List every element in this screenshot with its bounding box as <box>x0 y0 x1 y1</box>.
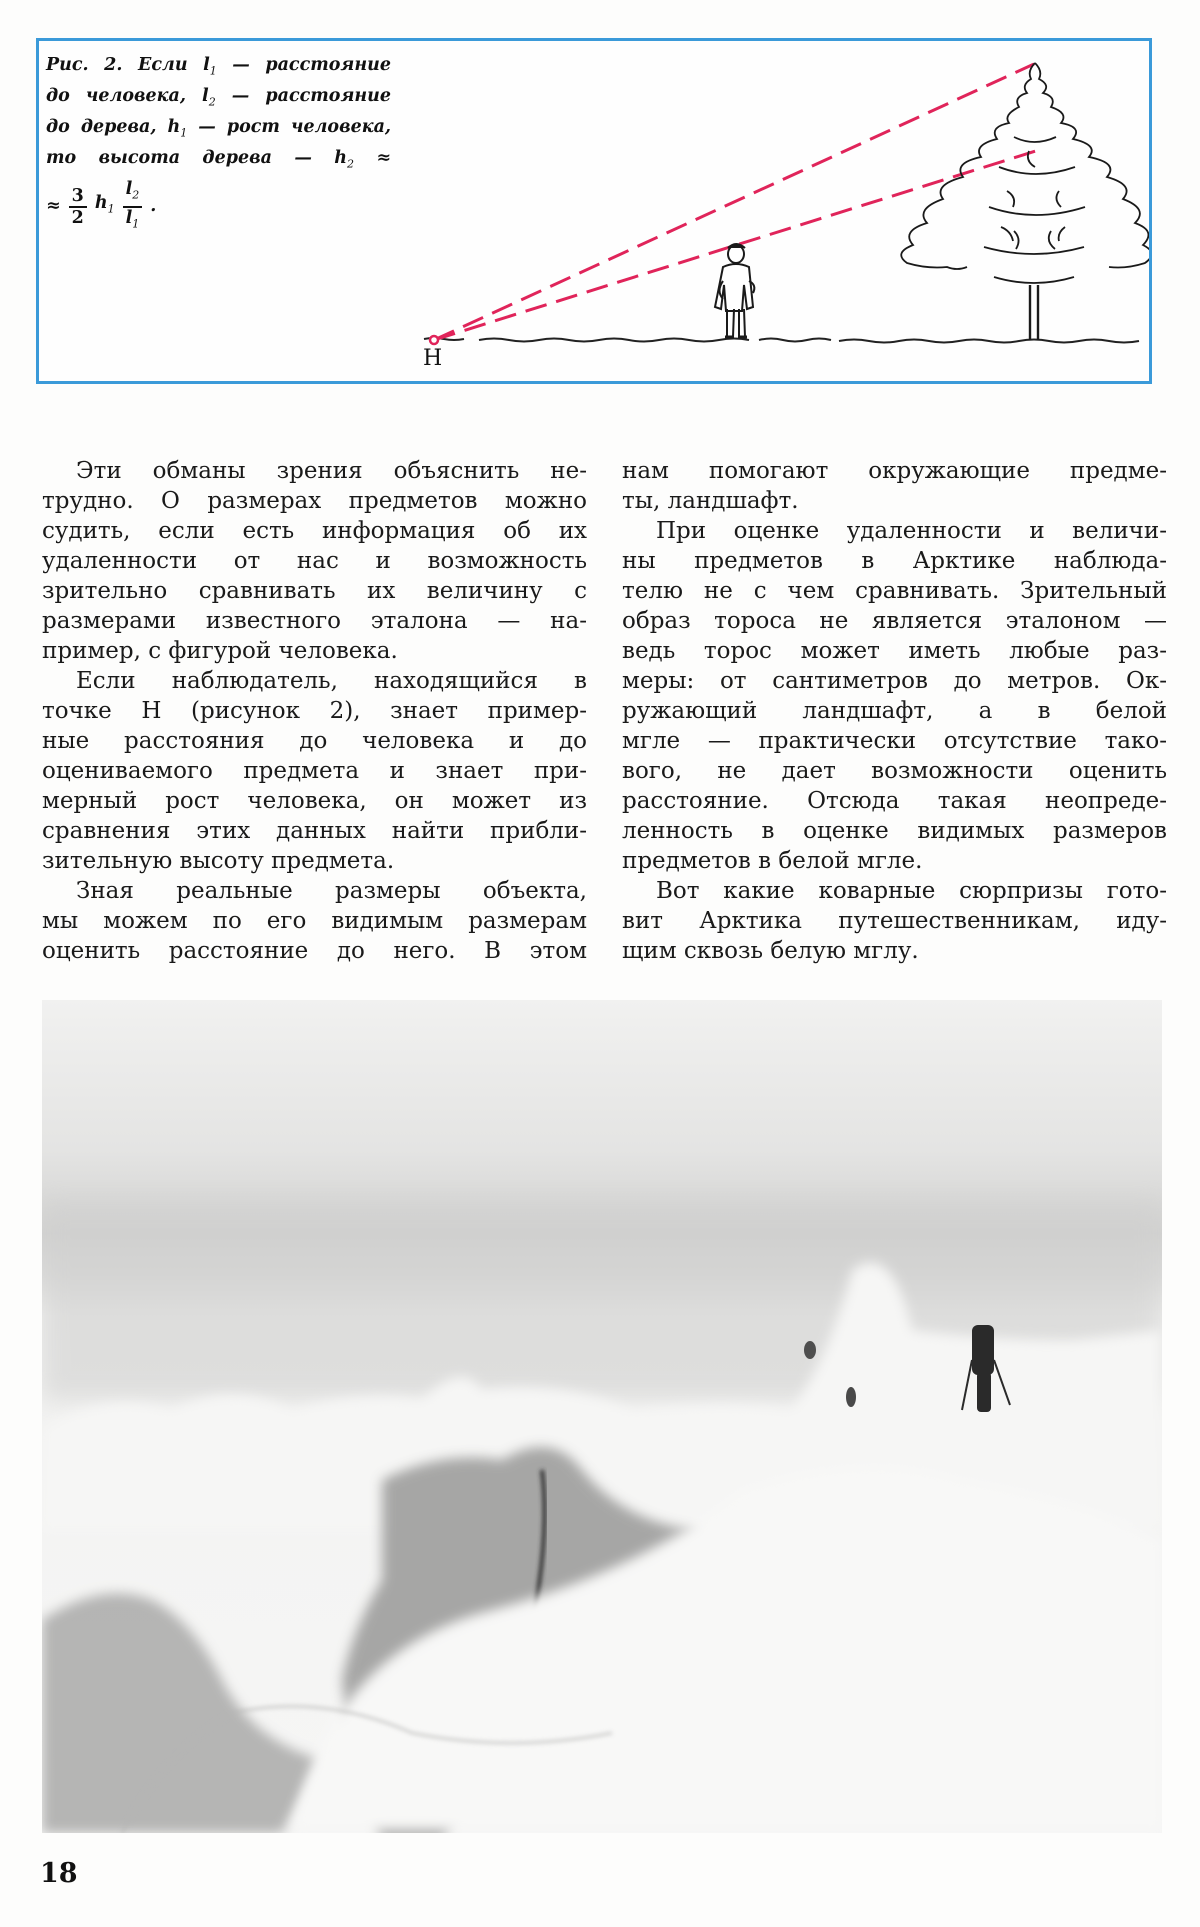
arctic-photo <box>42 1000 1162 1833</box>
fraction-l2-over-l1: $\frac{l_2}{l_1}$ <box>123 179 143 234</box>
caption-line-4: то высота дерева — $h_2$ ≈ <box>46 148 391 171</box>
formula-h1: $h_1$ <box>94 193 115 216</box>
caption-line-3: до дерева, $h_1$ — рост человека, <box>46 117 392 140</box>
person-figure-icon <box>715 244 754 337</box>
ground-line <box>424 338 1139 343</box>
figure-2-frame <box>36 38 1152 384</box>
tree-figure-icon <box>901 63 1149 340</box>
paragraph-3-continued: нам помогают окружающие предме- ты, ландшафт. <box>622 458 1167 514</box>
paragraph-3: Зная реальные размеры объекта, мы можем по его видимым размерам оценить расстояние до него. В этом <box>42 878 587 964</box>
page-number: 18 <box>40 1858 78 1889</box>
paragraph-4: При оценке удаленности и величи- ны предметов в Арктике наблюда- телю не с чем сравнивать. Зрительный образ тороса не является эталоном — ведь торос может иметь любые раз- меры: от сантиметров до метров. Ок- ружающий ландшафт, а в белой мгле — практически отсутствие тако- вого, не дает возможности оценить расстояние. Отсюда такая неопреде- ленность в оценке видимых размеров предметов в белой мгле. <box>622 518 1167 874</box>
left-text-column <box>42 456 587 966</box>
sight-line-diagram <box>39 41 1149 381</box>
observer-label: Н <box>423 346 443 371</box>
right-text-column <box>622 456 1167 966</box>
caption-line-1: Рис. 2. Если $l_1$ — расстояние <box>46 55 391 78</box>
observer-point-icon <box>430 336 438 344</box>
caption-line-2: до человека, $l_2$ — расстояние <box>46 86 391 109</box>
photo-scene <box>42 1000 1162 1833</box>
paragraph-5: Вот какие коварные сюрпризы гото- вит Арктика путешественникам, иду- щим сквозь белую мглу. <box>622 878 1167 964</box>
fraction-three-halves: $\frac{3}{2}$ <box>69 186 87 228</box>
height-formula: ≈ $\frac{3}{2}$ $h_1$ $\frac{l_2}{l_1}$ . <box>46 179 391 234</box>
paragraph-1: Эти обманы зрения объяснить не- трудно. О размерах предметов можно судить, если есть информация об их удаленности от нас и возможность зрительно сравнивать их величину с размерами известного эталона — на- пример, с фигурой человека. <box>42 458 587 664</box>
paragraph-2: Если наблюдатель, находящийся в точке Н (рисунок 2), знает пример- ные расстояния до человека и до оцениваемого предмета и знает при- мерный рост человека, он может из сравнения этих данных найти прибли- зительную высоту предмета. <box>42 668 587 874</box>
